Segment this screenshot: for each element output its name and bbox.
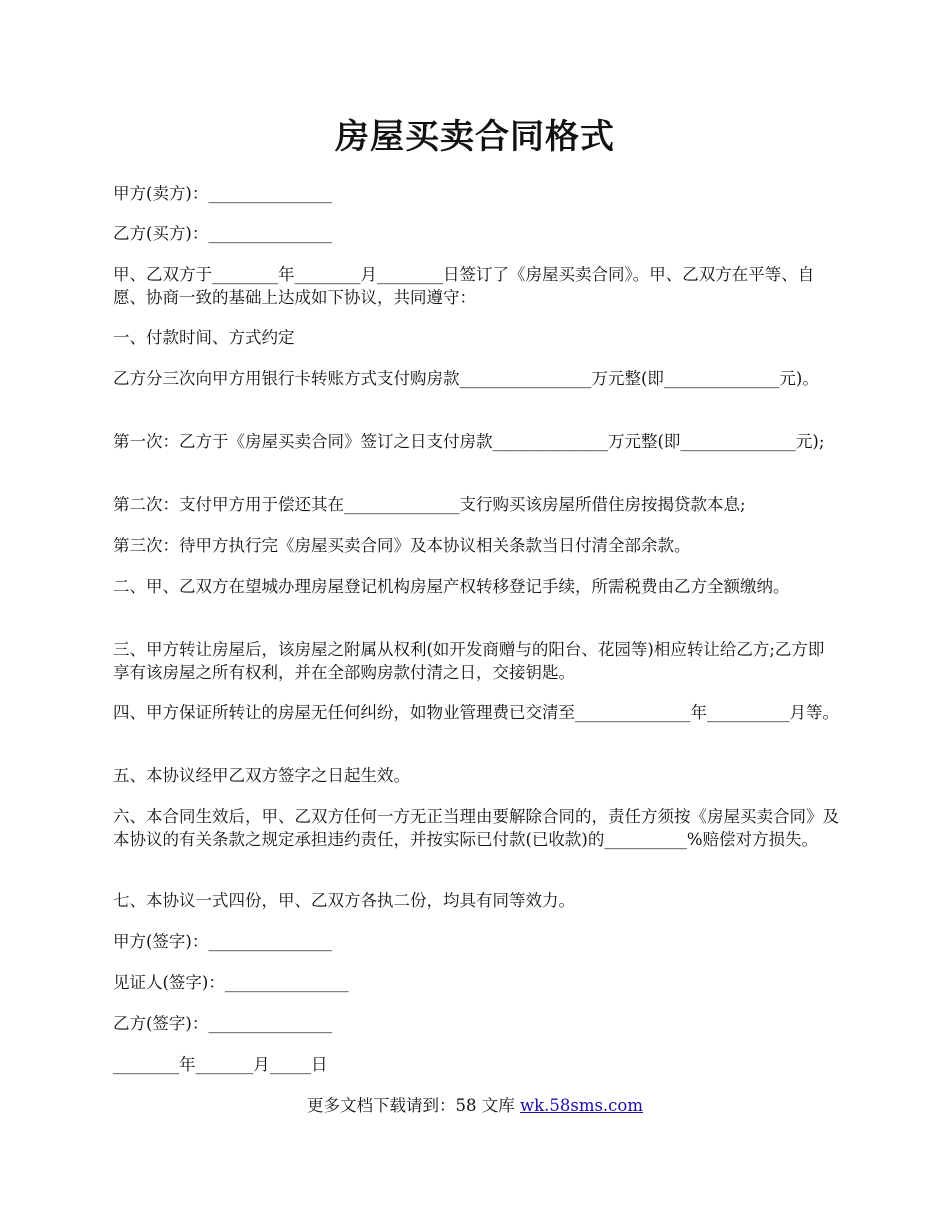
section-6-paragraph: 六、本合同生效后，甲、乙双方任何一方无正当理由要解除合同的，责任方须按《房屋买卖合同》及本协议的有关条款之规定承担违约责任，并按实际已付款(已收款)的__________%赔偿对方损失。 xyxy=(113,807,839,849)
download-footer xyxy=(0,1094,950,1118)
section-1-heading: 一、付款时间、方式约定 xyxy=(113,328,295,347)
section-5-paragraph: 五、本协议经甲乙双方签字之日起生效。 xyxy=(113,766,410,785)
intro-paragraph: 甲、乙双方于________年________月________日签订了《房屋买卖合同》。甲、乙双方在平等、自愿、协商一致的基础上达成如下协议，共同遵守： xyxy=(113,265,815,307)
section-4-paragraph: 四、甲方保证所转让的房屋无任何纠纷，如物业管理费已交清至______________年__________月等。 xyxy=(113,703,839,722)
second-payment-paragraph: 第二次：支付甲方用于偿还其在______________支行购买该房屋所借住房按揭贷款本息; xyxy=(113,495,746,514)
party-a-seller-line: 甲方(卖方)：_______________ xyxy=(113,184,333,203)
party-b-buyer-line: 乙方(买方)：_______________ xyxy=(113,224,333,243)
section-2-paragraph: 二、甲、乙双方在望城办理房屋登记机构房屋产权转移登记手续，所需税费由乙方全额缴纳。 xyxy=(113,577,790,596)
witness-signature-line: 见证人(签字)：_______________ xyxy=(113,973,349,992)
footer-website-link[interactable]: wk.58sms.com xyxy=(519,1096,643,1115)
party-b-signature-line: 乙方(签字)：_______________ xyxy=(113,1014,333,1033)
section-3-paragraph: 三、甲方转让房屋后，该房屋之附属从权利(如开发商赠与的阳台、花园等)相应转让给乙方;乙方即享有该房屋之所有权利，并在全部购房款付清之日，交接钥匙。 xyxy=(113,640,825,682)
payment-total-paragraph: 乙方分三次向甲方用银行卡转账方式支付购房款________________万元整(即______________元)。 xyxy=(113,369,819,388)
footer-prefix: 更多文档下载请到：58 文库 xyxy=(306,1096,520,1115)
party-a-signature-line: 甲方(签字)：_______________ xyxy=(113,932,333,951)
first-payment-paragraph: 第一次：乙方于《房屋买卖合同》签订之日支付房款______________万元整(即______________元); xyxy=(113,432,825,451)
date-line: ________年_______月_____日 xyxy=(113,1055,328,1074)
third-payment-paragraph: 第三次：待甲方执行完《房屋买卖合同》及本协议相关条款当日付清全部余款。 xyxy=(113,536,691,555)
section-7-paragraph: 七、本协议一式四份，甲、乙双方各执二份，均具有同等效力。 xyxy=(113,891,575,910)
document-title: 房屋买卖合同格式 xyxy=(335,117,615,157)
